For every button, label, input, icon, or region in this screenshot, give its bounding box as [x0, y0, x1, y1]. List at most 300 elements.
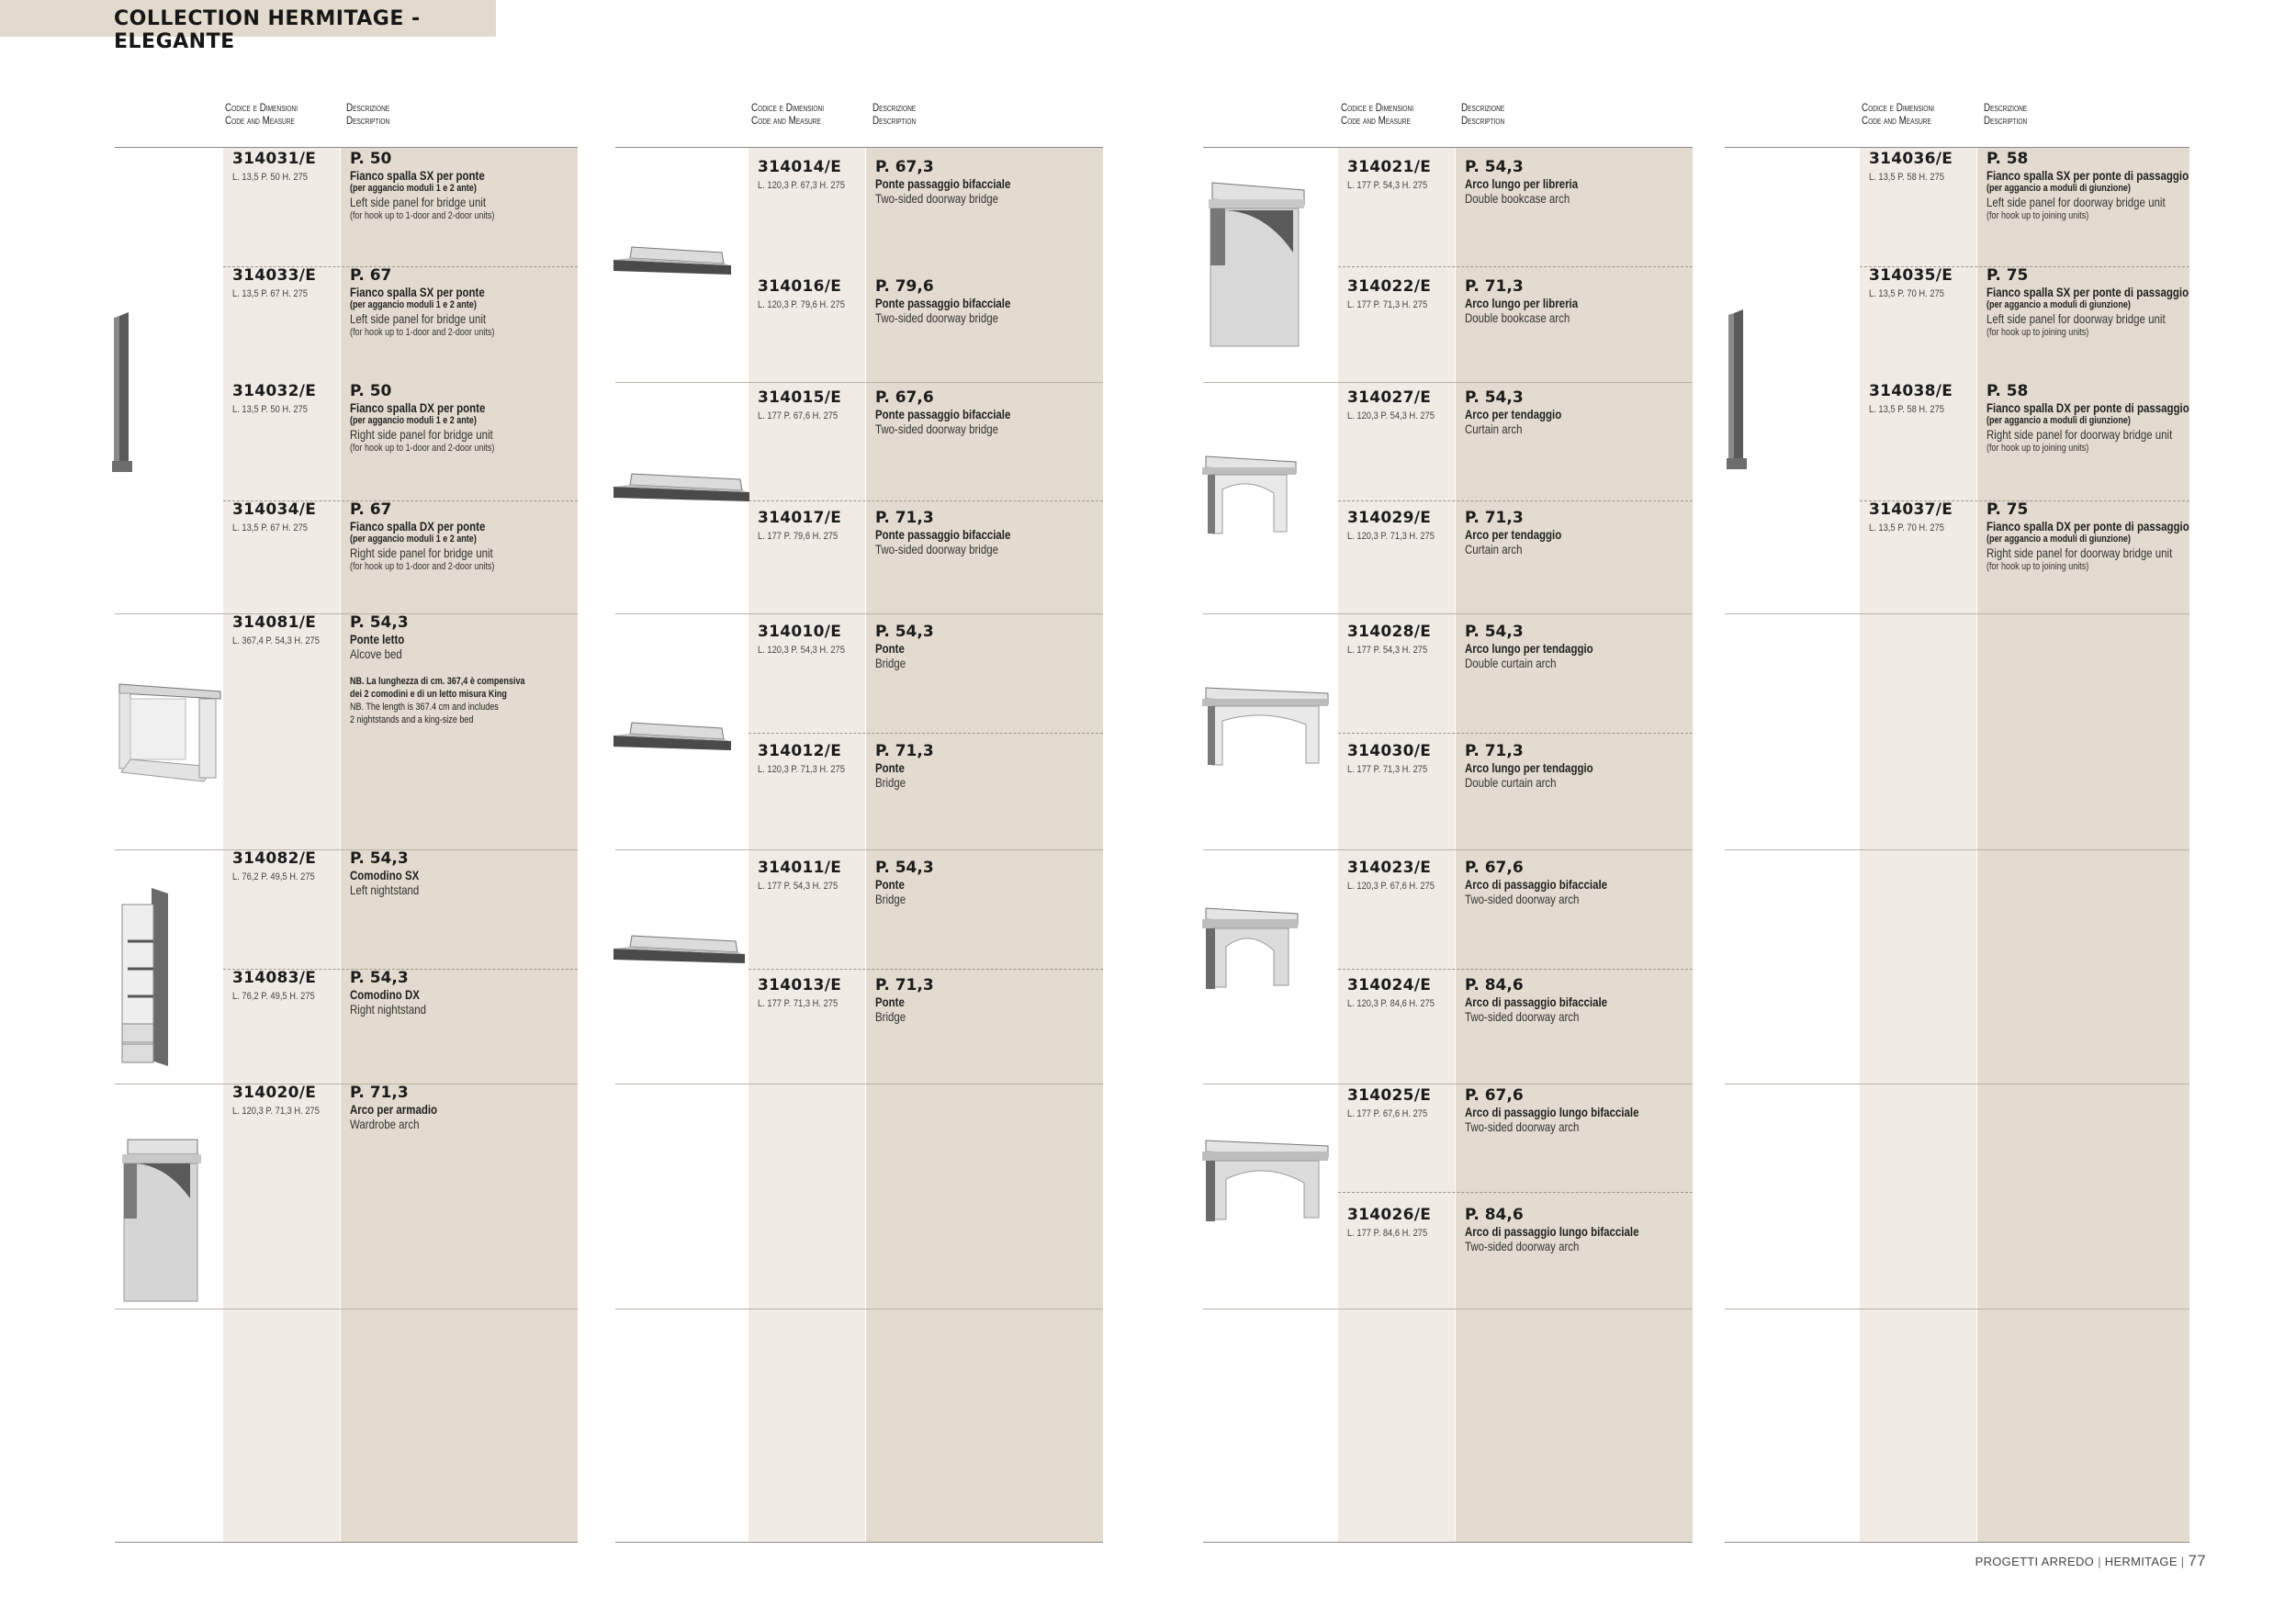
- product-description-cell: [1465, 976, 1638, 1025]
- product-price-code: P. 54,3: [1465, 388, 1524, 407]
- product-code: 314013/E: [758, 976, 842, 995]
- description-english: Double bookcase arch: [1465, 310, 1570, 325]
- product-description-cell: [875, 623, 934, 671]
- product-price-code: P. 54,3: [350, 849, 409, 868]
- product-code-cell: [232, 500, 321, 534]
- code-header-it: Codice e Dimensioni: [1862, 101, 1935, 114]
- description-english: Curtain arch: [1465, 542, 1523, 556]
- description-english: Left side panel for doorway bridge unit: [1986, 195, 2166, 209]
- description-italian-note: (per aggancio moduli 1 e 2 ante): [350, 534, 477, 545]
- product-price-code: P. 54,3: [350, 969, 409, 987]
- product-price-code: P. 71,3: [875, 742, 934, 760]
- product-price-code: P. 50: [350, 150, 392, 168]
- product-code-cell: [232, 613, 335, 646]
- product-measures: L. 177 P. 71,3 H. 275: [1347, 764, 1428, 775]
- description-header-it: Descrizione: [346, 101, 390, 114]
- product-measures: L. 120,3 P. 71,3 H. 275: [758, 764, 845, 775]
- long-doorway-arch-illustration: [1199, 1137, 1332, 1221]
- description-english: Two-sided doorway arch: [1465, 1009, 1580, 1024]
- description-italian: Fianco spalla DX per ponte di passaggio: [1986, 519, 2189, 534]
- product-measures: L. 13,5 P. 70 H. 275: [1869, 288, 1944, 299]
- product-code: 314038/E: [1869, 382, 1953, 400]
- description-english: Double curtain arch: [1465, 775, 1557, 790]
- collection-title: COLLECTION HERMITAGE - ELEGANTE: [114, 7, 421, 53]
- product-description-cell: [1465, 1206, 1677, 1254]
- product-price-code: P. 67,3: [875, 158, 934, 176]
- description-english: Two-sided doorway arch: [1465, 892, 1580, 906]
- description-header-en: Description: [872, 114, 917, 127]
- product-code: 314030/E: [1347, 742, 1432, 760]
- description-english: Two-sided doorway bridge: [875, 191, 999, 206]
- description-italian: Arco per armadio: [350, 1102, 438, 1117]
- bottom-rule: [1725, 1542, 2189, 1543]
- product-measures: L. 367,4 P. 54,3 H. 275: [232, 635, 320, 646]
- product-measures: L. 120,3 P. 84,6 H. 275: [1347, 998, 1435, 1009]
- row-divider-dashed: [1338, 266, 1693, 267]
- product-code: 314028/E: [1347, 623, 1432, 641]
- product-code: 314034/E: [232, 500, 317, 519]
- description-english-note: (for hook up to joining units): [1986, 210, 2089, 221]
- code-header-it: Codice e Dimensioni: [1341, 101, 1414, 114]
- product-code-cell: [232, 969, 330, 1002]
- row-separator: [1203, 849, 1693, 850]
- product-code: 314029/E: [1347, 509, 1432, 527]
- product-code-cell: [758, 859, 852, 892]
- product-measures: L. 120,3 P. 67,6 H. 275: [1347, 881, 1435, 892]
- row-divider-dashed: [748, 500, 1103, 501]
- description-english: Double curtain arch: [1465, 656, 1557, 670]
- description-english-note: (for hook up to 1-door and 2-door units): [350, 561, 495, 572]
- product-price-code: P. 58: [1986, 382, 2029, 400]
- product-code: 314081/E: [232, 613, 317, 632]
- product-price-code: P. 71,3: [875, 976, 934, 995]
- row-separator: [1203, 382, 1693, 383]
- product-price-code: P. 75: [1986, 500, 2029, 519]
- row-separator: [615, 382, 1103, 383]
- description-italian-note: (per aggancio moduli 1 e 2 ante): [350, 183, 477, 194]
- description-italian: Ponte passaggio bifacciale: [875, 296, 1011, 310]
- product-description-cell: [350, 969, 443, 1017]
- product-price-code: P. 58: [1986, 150, 2029, 168]
- code-header: [1862, 101, 1934, 127]
- product-measures: L. 13,5 P. 67 H. 275: [232, 288, 308, 299]
- description-italian: Fianco spalla DX per ponte di passaggio: [1986, 400, 2189, 415]
- product-code-cell: [758, 158, 861, 191]
- product-code-cell: [1347, 742, 1442, 775]
- product-measures: L. 177 P. 71,3 H. 275: [1347, 299, 1428, 310]
- product-description-cell: [875, 859, 934, 907]
- row-divider-dashed: [748, 733, 1103, 734]
- product-price-code: P. 50: [350, 382, 392, 400]
- description-header: [346, 101, 389, 127]
- product-measures: L. 120,3 P. 54,3 H. 275: [758, 645, 845, 656]
- description-header-it: Descrizione: [1461, 101, 1505, 114]
- description-english: Left side panel for bridge unit: [350, 311, 487, 326]
- product-price-code: P. 84,6: [1465, 976, 1524, 995]
- description-italian: Fianco spalla SX per ponte: [350, 285, 485, 299]
- code-header: [225, 101, 298, 127]
- product-measures: L. 13,5 P. 50 H. 275: [232, 404, 308, 415]
- product-code-cell: [758, 976, 852, 1009]
- description-header: [1984, 101, 2027, 127]
- bridge-illustration: [613, 470, 751, 516]
- double-curtain-arch-illustration: [1199, 684, 1332, 767]
- row-separator: [615, 613, 1103, 614]
- description-english: Two-sided doorway arch: [1465, 1239, 1580, 1253]
- header-rule: [115, 147, 578, 148]
- product-measures: L. 177 P. 79,6 H. 275: [758, 531, 838, 542]
- bed-length-note: NB. La lunghezza di cm. 367,4 è compensiva: [350, 676, 525, 687]
- code-header: [751, 101, 824, 127]
- description-italian: Fianco spalla SX per ponte di passaggio: [1986, 285, 2189, 299]
- product-description-cell: [1465, 742, 1621, 791]
- product-measures: L. 120,3 P. 79,6 H. 275: [758, 299, 845, 310]
- description-italian: Arco per tendaggio: [1465, 527, 1562, 542]
- product-code-cell: [232, 382, 321, 415]
- description-italian: Fianco spalla DX per ponte: [350, 519, 486, 534]
- product-code-cell: [1869, 382, 1957, 415]
- description-italian: Comodino DX: [350, 987, 420, 1002]
- code-header-en: Code and Measure: [225, 114, 295, 127]
- description-header-it: Descrizione: [1984, 101, 2028, 114]
- product-description-cell: [875, 388, 1041, 437]
- product-price-code: P. 75: [1986, 266, 2029, 285]
- description-header: [872, 101, 916, 127]
- code-column-band: [223, 147, 340, 1543]
- product-price-code: P. 71,3: [350, 1084, 409, 1102]
- description-english: Right nightstand: [350, 1002, 426, 1017]
- description-column-band: [341, 147, 578, 1543]
- description-italian: Arco lungo per tendaggio: [1465, 641, 1593, 656]
- product-code: 314014/E: [758, 158, 842, 176]
- product-measures: L. 177 P. 54,3 H. 275: [1347, 180, 1428, 191]
- side-panel-illustration: [112, 310, 136, 476]
- row-separator: [1725, 849, 2189, 850]
- description-english-note: (for hook up to 1-door and 2-door units): [350, 327, 495, 338]
- product-code-cell: [1347, 1086, 1442, 1119]
- product-code-cell: [758, 623, 861, 656]
- description-italian: Arco lungo per libreria: [1465, 296, 1579, 310]
- description-italian-note: (per aggancio moduli 1 e 2 ante): [350, 299, 477, 310]
- product-measures: L. 177 P. 71,3 H. 275: [758, 998, 838, 1009]
- product-code: 314016/E: [758, 277, 842, 296]
- product-price-code: P. 54,3: [1465, 623, 1524, 641]
- description-header-en: Description: [1461, 114, 1505, 127]
- product-code: 314037/E: [1869, 500, 1953, 519]
- product-code: 314011/E: [758, 859, 842, 877]
- product-code: 314017/E: [758, 509, 842, 527]
- code-column-band: [1860, 147, 1976, 1543]
- description-italian-note: (per aggancio moduli 1 e 2 ante): [350, 415, 477, 426]
- description-italian: Fianco spalla DX per ponte: [350, 400, 486, 415]
- product-code: 314036/E: [1869, 150, 1953, 168]
- product-description-cell: [350, 849, 434, 898]
- product-description-cell: [350, 266, 526, 339]
- description-italian: Arco lungo per libreria: [1465, 176, 1579, 191]
- description-italian: Ponte passaggio bifacciale: [875, 527, 1011, 542]
- description-header-en: Description: [346, 114, 390, 127]
- product-price-code: P. 54,3: [875, 859, 934, 877]
- product-description-cell: [1465, 509, 1582, 557]
- product-description-cell: [1465, 158, 1603, 207]
- product-price-code: P. 54,3: [875, 623, 934, 641]
- description-column-band: [1977, 147, 2189, 1543]
- description-italian: Ponte: [875, 641, 905, 656]
- product-code-cell: [1347, 976, 1450, 1009]
- product-description-cell: [875, 976, 934, 1025]
- description-english: Two-sided doorway bridge: [875, 310, 999, 325]
- product-price-code: P. 67,6: [875, 388, 934, 407]
- bed-length-note-en: NB. The length is 367.4 cm and includes: [350, 702, 499, 713]
- description-english: Left side panel for doorway bridge unit: [1986, 311, 2166, 326]
- product-price-code: P. 67: [350, 266, 392, 285]
- code-column-band: [748, 147, 865, 1543]
- product-description-cell: [1986, 266, 2233, 339]
- description-english: Right side panel for bridge unit: [350, 545, 493, 560]
- product-price-code: P. 84,6: [1465, 1206, 1524, 1224]
- product-description-cell: [1986, 382, 2234, 455]
- product-description-cell: [1986, 150, 2233, 222]
- bed-length-note-en: 2 nightstands and a king-size bed: [350, 714, 474, 725]
- product-price-code: P. 71,3: [875, 509, 934, 527]
- description-english-note: (for hook up to 1-door and 2-door units): [350, 443, 495, 454]
- nightstand-illustration: [115, 886, 174, 1070]
- description-english: Two-sided doorway arch: [1465, 1119, 1580, 1134]
- product-code: 314033/E: [232, 266, 317, 285]
- description-english: Two-sided doorway bridge: [875, 542, 999, 556]
- code-header: [1341, 101, 1413, 127]
- product-measures: L. 120,3 P. 71,3 H. 275: [1347, 531, 1435, 542]
- product-code: 314027/E: [1347, 388, 1432, 407]
- product-code: 314023/E: [1347, 859, 1432, 877]
- product-code: 314020/E: [232, 1084, 317, 1102]
- bridge-illustration: [613, 243, 733, 289]
- product-price-code: P. 54,3: [350, 613, 409, 632]
- product-price-code: P. 71,3: [1465, 742, 1524, 760]
- product-code: 314035/E: [1869, 266, 1953, 285]
- description-header-en: Description: [1984, 114, 2028, 127]
- description-english-note: (for hook up to joining units): [1986, 443, 2089, 454]
- description-italian: Arco di passaggio lungo bifacciale: [1465, 1105, 1639, 1119]
- product-code: 314082/E: [232, 849, 317, 868]
- bottom-rule: [115, 1542, 578, 1543]
- bridge-illustration: [613, 719, 733, 756]
- product-code-cell: [232, 1084, 335, 1117]
- footer-section: HERMITAGE: [2104, 1555, 2178, 1568]
- product-price-code: P. 54,3: [1465, 158, 1524, 176]
- product-code: 314010/E: [758, 623, 842, 641]
- description-english: Left side panel for bridge unit: [350, 195, 487, 209]
- product-description-cell: [1465, 277, 1603, 326]
- description-english: Two-sided doorway bridge: [875, 421, 999, 436]
- product-code-cell: [1869, 500, 1957, 534]
- product-measures: L. 13,5 P. 70 H. 275: [1869, 523, 1944, 534]
- bridge-illustration: [613, 932, 747, 978]
- doorway-arch-illustration: [1199, 905, 1301, 989]
- code-header-en: Code and Measure: [1341, 114, 1411, 127]
- product-code-cell: [758, 742, 861, 775]
- product-code: 314032/E: [232, 382, 317, 400]
- product-price-code: P. 67,6: [1465, 1086, 1524, 1105]
- row-divider-dashed: [1338, 1192, 1693, 1193]
- row-divider-dashed: [1338, 733, 1693, 734]
- product-description-cell: [350, 613, 563, 726]
- product-code: 314025/E: [1347, 1086, 1432, 1105]
- product-description-cell: [1465, 859, 1638, 907]
- header-rule: [1203, 147, 1693, 148]
- description-english: Bridge: [875, 1009, 906, 1024]
- product-code: 314083/E: [232, 969, 317, 987]
- description-english: Wardrobe arch: [350, 1117, 420, 1131]
- product-code-cell: [758, 509, 852, 542]
- description-column-band: [866, 147, 1103, 1543]
- description-italian: Ponte: [875, 760, 905, 775]
- bottom-rule: [1203, 1542, 1693, 1543]
- description-header-it: Descrizione: [872, 101, 917, 114]
- product-code-cell: [758, 388, 852, 421]
- product-code: 314022/E: [1347, 277, 1432, 296]
- product-code-cell: [1869, 150, 1957, 183]
- description-italian: Arco per tendaggio: [1465, 407, 1562, 421]
- product-code-cell: [758, 277, 861, 310]
- description-italian: Ponte passaggio bifacciale: [875, 407, 1011, 421]
- product-code-cell: [1347, 509, 1450, 542]
- description-italian: Ponte letto: [350, 632, 405, 646]
- row-separator: [1203, 613, 1693, 614]
- product-price-code: P. 67: [350, 500, 392, 519]
- code-header-it: Codice e Dimensioni: [751, 101, 825, 114]
- description-english: Bridge: [875, 775, 906, 790]
- header-rule: [1725, 147, 2189, 148]
- product-code-cell: [1347, 277, 1442, 310]
- product-measures: L. 120,3 P. 67,3 H. 275: [758, 180, 845, 191]
- product-code-cell: [232, 849, 330, 882]
- description-italian: Ponte passaggio bifacciale: [875, 176, 1011, 191]
- product-description-cell: [350, 150, 526, 222]
- bookcase-arch-illustration: [1201, 179, 1310, 350]
- product-measures: L. 120,3 P. 54,3 H. 275: [1347, 410, 1435, 421]
- product-description-cell: [350, 500, 526, 573]
- description-english: Right side panel for bridge unit: [350, 427, 493, 442]
- row-divider-dashed: [1338, 500, 1693, 501]
- product-description-cell: [875, 158, 1041, 207]
- product-code-cell: [1347, 623, 1442, 656]
- description-english: Bridge: [875, 892, 906, 906]
- product-measures: L. 177 P. 67,6 H. 275: [758, 410, 838, 421]
- code-column-band: [1338, 147, 1455, 1543]
- product-code: 314015/E: [758, 388, 842, 407]
- curtain-arch-illustration: [1199, 453, 1300, 535]
- description-italian: Ponte: [875, 877, 905, 892]
- product-measures: L. 177 P. 84,6 H. 275: [1347, 1228, 1428, 1239]
- description-english-note: (for hook up to joining units): [1986, 561, 2089, 572]
- product-code-cell: [232, 150, 321, 183]
- product-code-cell: [1347, 158, 1442, 191]
- product-description-cell: [1986, 500, 2234, 573]
- description-english: Curtain arch: [1465, 421, 1523, 436]
- description-italian: Ponte: [875, 995, 905, 1009]
- description-italian-note: (per aggancio a moduli di giunzione): [1986, 415, 2131, 426]
- description-italian-note: (per aggancio a moduli di giunzione): [1986, 183, 2131, 194]
- product-code-cell: [1347, 859, 1450, 892]
- bottom-rule: [615, 1542, 1103, 1543]
- description-english: Double bookcase arch: [1465, 191, 1570, 206]
- alcove-bed-illustration: [112, 675, 222, 785]
- description-italian: Fianco spalla SX per ponte: [350, 168, 485, 183]
- side-panel-illustration: [1727, 308, 1750, 473]
- product-price-code: P. 71,3: [1465, 509, 1524, 527]
- description-italian-note: (per aggancio a moduli di giunzione): [1986, 534, 2131, 545]
- description-italian: Arco di passaggio bifacciale: [1465, 995, 1608, 1009]
- row-separator: [115, 849, 578, 850]
- product-measures: L. 177 P. 54,3 H. 275: [758, 881, 838, 892]
- product-code-cell: [1347, 1206, 1442, 1239]
- footer-brand: PROGETTI ARREDO: [1975, 1555, 2095, 1568]
- description-english: Right side panel for doorway bridge unit: [1986, 427, 2173, 442]
- row-separator: [1725, 613, 2189, 614]
- page-number: 77: [2188, 1552, 2206, 1569]
- product-description-cell: [1465, 388, 1582, 437]
- product-description-cell: [1465, 1086, 1677, 1135]
- product-description-cell: [1465, 623, 1621, 671]
- product-measures: L. 177 P. 67,6 H. 275: [1347, 1108, 1428, 1119]
- product-description-cell: [350, 382, 526, 455]
- code-header-en: Code and Measure: [1862, 114, 1931, 127]
- product-code-cell: [232, 266, 321, 299]
- description-english: Right side panel for doorway bridge unit: [1986, 545, 2173, 560]
- description-english-note: (for hook up to joining units): [1986, 327, 2089, 338]
- description-italian: Arco lungo per tendaggio: [1465, 760, 1593, 775]
- description-italian-note: (per aggancio a moduli di giunzione): [1986, 299, 2131, 310]
- description-italian: Fianco spalla SX per ponte di passaggio: [1986, 168, 2189, 183]
- row-divider-dashed: [1338, 969, 1693, 970]
- description-italian: Comodino SX: [350, 868, 420, 882]
- product-code: 314031/E: [232, 150, 317, 168]
- bed-length-note: dei 2 comodini e di un letto misura King: [350, 689, 507, 700]
- product-measures: L. 13,5 P. 50 H. 275: [232, 172, 308, 183]
- product-measures: L. 13,5 P. 58 H. 275: [1869, 172, 1944, 183]
- description-italian: Arco di passaggio bifacciale: [1465, 877, 1608, 892]
- collection-tag: [0, 0, 496, 53]
- description-header: [1461, 101, 1504, 127]
- description-italian: Arco di passaggio lungo bifacciale: [1465, 1224, 1639, 1239]
- description-column-band: [1456, 147, 1693, 1543]
- description-english: Left nightstand: [350, 882, 420, 897]
- product-code: 314026/E: [1347, 1206, 1432, 1224]
- page-footer: PROGETTI ARREDO | HERMITAGE | 77: [1975, 1552, 2206, 1569]
- product-code: 314021/E: [1347, 158, 1432, 176]
- product-measures: L. 177 P. 54,3 H. 275: [1347, 645, 1428, 656]
- product-code: 314012/E: [758, 742, 842, 760]
- code-header-it: Codice e Dimensioni: [225, 101, 298, 114]
- product-code-cell: [1347, 388, 1450, 421]
- description-english: Bridge: [875, 656, 906, 670]
- product-price-code: P. 79,6: [875, 277, 934, 296]
- description-english-note: (for hook up to 1-door and 2-door units): [350, 210, 495, 221]
- product-price-code: P. 67,6: [1465, 859, 1524, 877]
- row-separator: [615, 849, 1103, 850]
- product-measures: L. 120,3 P. 71,3 H. 275: [232, 1106, 320, 1117]
- header-rule: [615, 147, 1103, 148]
- product-price-code: P. 71,3: [1465, 277, 1524, 296]
- code-header-en: Code and Measure: [751, 114, 821, 127]
- wardrobe-arch-illustration: [115, 1134, 203, 1304]
- product-code-cell: [1869, 266, 1957, 299]
- product-measures: L. 76,2 P. 49,5 H. 275: [232, 871, 315, 882]
- product-measures: L. 76,2 P. 49,5 H. 275: [232, 991, 315, 1002]
- product-description-cell: [875, 277, 1041, 326]
- product-description-cell: [875, 509, 1041, 557]
